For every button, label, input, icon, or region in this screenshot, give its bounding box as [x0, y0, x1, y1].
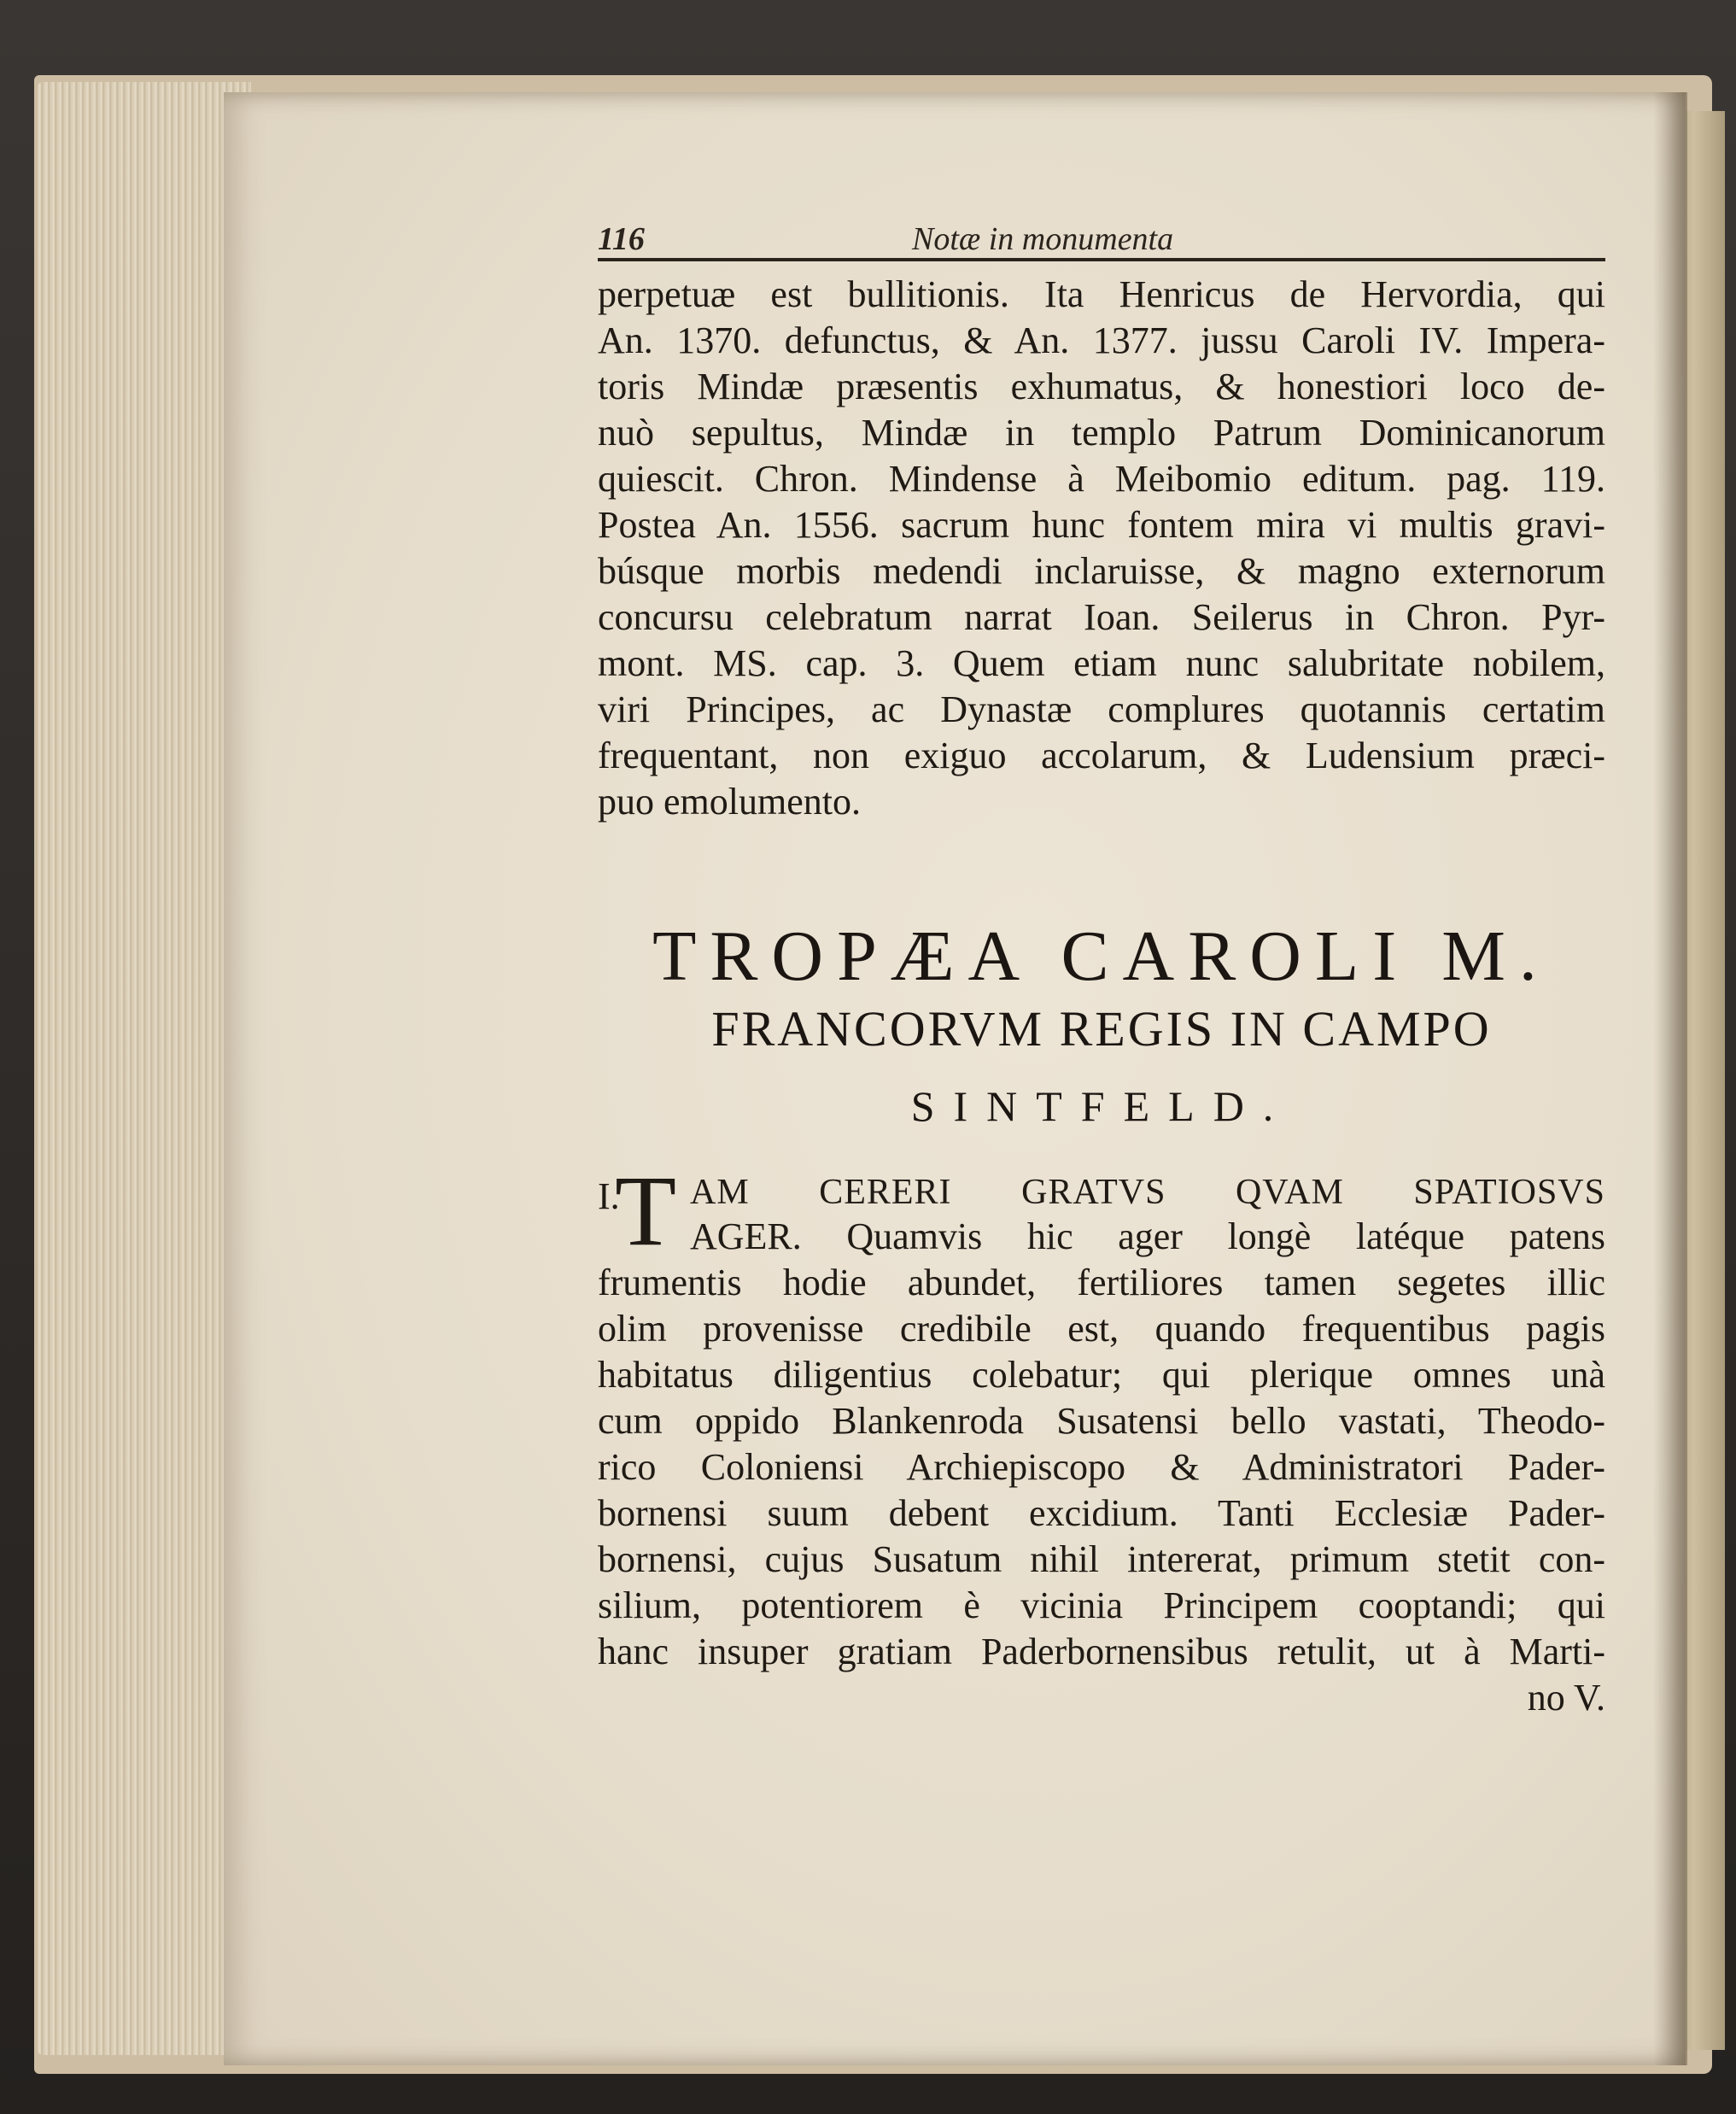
section-heading — [598, 1155, 1605, 1267]
text-line: habitatus diligentius colebatur; qui plerique omnes unà — [598, 1354, 1605, 1396]
text-line: cum oppido Blankenroda Susatensi bello vastati, Theodo- — [598, 1400, 1605, 1442]
title-line-3: SINTFELD. — [910, 1082, 1293, 1130]
text-line: bornensi, cujus Susatum nihil intererat, primum stetit con- — [598, 1538, 1605, 1580]
text-line: frumentis hodie abundet, fertiliores tamen segetes illic — [598, 1262, 1605, 1303]
text-line: puo emolumento. — [598, 781, 861, 823]
header-rule — [598, 258, 1605, 261]
page-number: 116 — [598, 221, 645, 257]
gutter-shadow — [1653, 92, 1687, 2065]
running-title: Notæ in monumenta — [912, 221, 1174, 257]
page-edges — [38, 82, 251, 2055]
text-line: toris Mindæ præsentis exhumatus, & honestiori loco de- — [598, 366, 1605, 407]
title-line-2: FRANCORVM REGIS IN CAMPO — [711, 1001, 1492, 1057]
drop-cap: T — [615, 1155, 677, 1267]
text-line: búsque morbis medendi inclaruisse, & magno externorum — [598, 550, 1605, 592]
text-line: bornensi suum debent excidium. Tanti Ecclesiæ Pader- — [598, 1492, 1605, 1534]
text-line: concursu celebratum narrat Ioan. Seilerus in Chron. Pyr- — [598, 596, 1605, 638]
text-line: An. 1370. defunctus, & An. 1377. jussu Caroli IV. Impera- — [598, 319, 1605, 361]
text-line: perpetuæ est bullitionis. Ita Henricus de Hervordia, qui — [598, 273, 1605, 315]
text-line: viri Principes, ac Dynastæ complures quotannis certatim — [598, 688, 1605, 730]
heading-continuation: AGER. Quamvis hic ager longè latéque patens — [690, 1215, 1605, 1257]
text-line: Postea An. 1556. sacrum hunc fontem mira vi multis gravi- — [598, 504, 1605, 546]
text-line: frequentant, non exiguo accolarum, & Ludensium præci- — [598, 735, 1605, 776]
text-line: mont. MS. cap. 3. Quem etiam nunc salubritate nobilem, — [598, 642, 1605, 684]
text-line: nuò sepultus, Mindæ in templo Patrum Dominicanorum — [598, 412, 1605, 454]
heading-caps: AM CERERI GRATVS QVAM SPATIOSVS — [690, 1173, 1605, 1212]
page-header — [598, 220, 1614, 263]
text-line: quiescit. Chron. Mindense à Meibomio editum. pag. 119. — [598, 458, 1605, 500]
text-line: olim provenisse credibile est, quando frequentibus pagis — [598, 1308, 1605, 1350]
title-line-1: TROPÆA CAROLI M. — [652, 916, 1551, 996]
catchword: no V. — [1527, 1677, 1605, 1719]
text-line: rico Coloniensi Archiepiscopo & Administratori Pader- — [598, 1446, 1605, 1488]
text-line: hanc insuper gratiam Paderbornensibus retulit, ut à Marti- — [598, 1631, 1605, 1672]
section-number: I. — [598, 1175, 620, 1217]
text-line: silium, potentiorem è vicinia Principem cooptandi; qui — [598, 1584, 1605, 1626]
